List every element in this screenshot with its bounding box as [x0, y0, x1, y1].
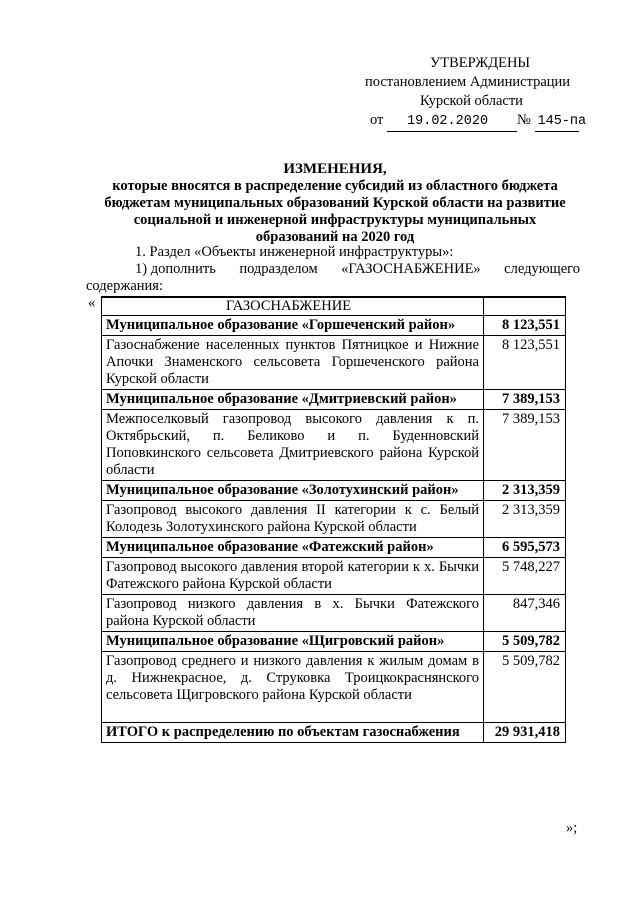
total-amount: 29 931,418 — [484, 723, 566, 743]
row-amount: 2 313,359 — [484, 501, 566, 538]
opening-quote: « — [88, 295, 96, 311]
row-name: Газоснабжение населенных пунктов Пятницкое и Нижние Апочки Знаменского сельсовета Горшеченского района Курской области — [102, 336, 484, 390]
intro-word: «ГАЗОСНАБЖЕНИЕ» — [341, 261, 481, 277]
section-header-row — [102, 297, 566, 316]
table-row — [102, 538, 566, 558]
approval-line-decree: постановлением Администрации — [365, 74, 571, 90]
table-row — [102, 595, 566, 632]
subsidy-table — [101, 296, 566, 743]
table-row — [102, 652, 566, 723]
heading-line-2: бюджетам муниципальных образований Курской области на развитие — [104, 195, 566, 211]
section-amount-empty — [484, 297, 566, 316]
approval-title: УТВЕРЖДЕНЫ — [430, 55, 531, 71]
row-amount: 2 313,359 — [484, 481, 566, 501]
row-name: Газопровод среднего и низкого давления к жилым домам в д. Нижнекрасное, д. Струковка Троицкокраснянского сельсовета Щигровского района Курской области — [102, 652, 484, 723]
intro-word: следующего — [504, 261, 580, 277]
table-row — [102, 336, 566, 390]
row-amount: 6 595,573 — [484, 538, 566, 558]
decree-date: 19.02.2020 — [387, 112, 517, 132]
row-amount: 8 123,551 — [484, 336, 566, 390]
row-name: Муниципальное образование «Дмитриевский район» — [102, 390, 484, 410]
intro-paragraph-1: 1. Раздел «Объекты инженерной инфраструктуры»: — [135, 244, 454, 260]
decree-number: 145-па — [535, 112, 579, 132]
intro-paragraph-2 — [103, 261, 580, 278]
approval-stamp — [360, 54, 600, 132]
row-amount: 847,346 — [484, 595, 566, 632]
row-amount: 8 123,551 — [484, 316, 566, 336]
row-name: Муниципальное образование «Щигровский район» — [102, 632, 484, 652]
table-row — [102, 410, 566, 481]
row-name: Муниципальное образование «Горшеченский район» — [102, 316, 484, 336]
row-name: Муниципальное образование «Фатежский район» — [102, 538, 484, 558]
total-row — [102, 723, 566, 743]
heading-line-4: образований на 2020 год — [255, 229, 415, 245]
row-amount: 5 509,782 — [484, 652, 566, 723]
heading-line-3: социальной и инженерной инфраструктуры муниципальных — [133, 212, 537, 228]
intro-paragraph-3: содержания: — [86, 278, 164, 294]
section-title: ГАЗОСНАБЖЕНИЕ — [102, 297, 484, 316]
row-amount: 5 509,782 — [484, 632, 566, 652]
intro-text — [86, 244, 580, 295]
row-name: Межпоселковый газопровод высокого давления к п. Октябрьский, п. Беликово и п. Буденновский Поповкинского сельсовета Дмитриевского района Курской области — [102, 410, 484, 481]
intro-word: подразделом — [239, 261, 318, 277]
row-name: Газопровод низкого давления в х. Бычки Фатежского района Курской области — [102, 595, 484, 632]
row-name: Муниципальное образование «Золотухинский район» — [102, 481, 484, 501]
number-label: № — [517, 112, 531, 128]
from-label: от — [370, 112, 384, 128]
row-amount: 5 748,227 — [484, 558, 566, 595]
table-row — [102, 316, 566, 336]
heading-title: ИЗМЕНЕНИЯ, — [283, 161, 387, 177]
approval-line-region: Курской области — [420, 93, 523, 109]
table-row — [102, 501, 566, 538]
total-name: ИТОГО к распределению по объектам газоснабжения — [102, 723, 484, 743]
closing-quote: »; — [566, 820, 578, 836]
document-heading — [80, 161, 590, 246]
heading-line-1: которые вносятся в распределение субсидий из областного бюджета — [112, 178, 558, 194]
row-amount: 7 389,153 — [484, 390, 566, 410]
table-row — [102, 390, 566, 410]
table-row — [102, 558, 566, 595]
row-name: Газопровод высокого давления второй категории к х. Бычки Фатежского района Курской области — [102, 558, 484, 595]
row-amount: 7 389,153 — [484, 410, 566, 481]
table-row — [102, 632, 566, 652]
table-row — [102, 481, 566, 501]
intro-word: 1) дополнить — [135, 261, 216, 277]
approval-date-number — [360, 111, 600, 132]
row-name: Газопровод высокого давления II категории к с. Белый Колодезь Золотухинского района Курской области — [102, 501, 484, 538]
